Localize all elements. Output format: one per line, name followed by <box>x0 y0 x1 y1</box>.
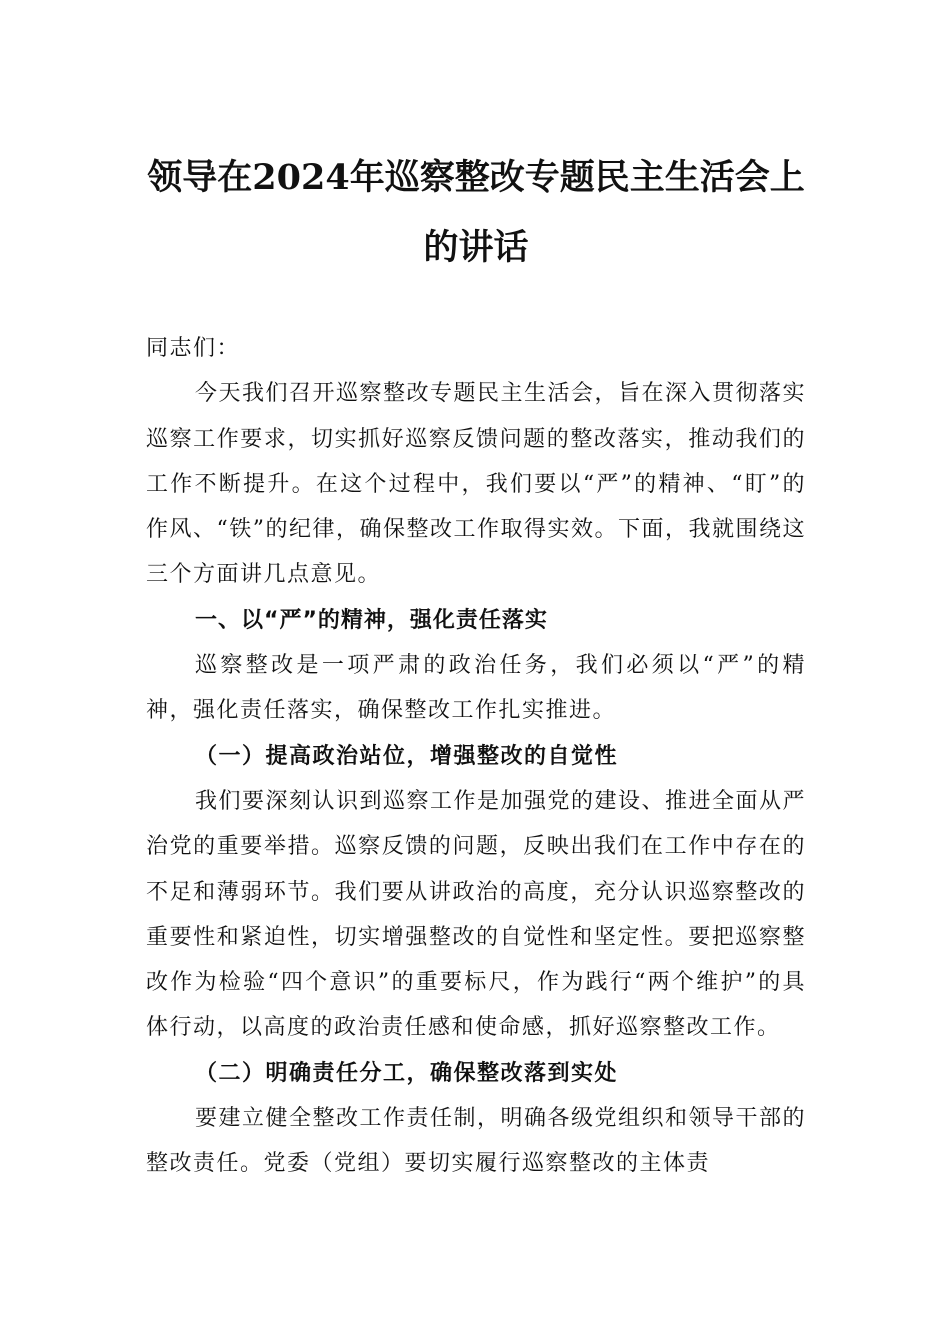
document-page <box>146 0 806 1187</box>
subsection-heading-1: （一）提高政治站位，增强整改的自觉性 <box>195 742 619 769</box>
subsection-1-paragraph: 我们要深刻认识到巡察工作是加强党的建设、推进全面从严治党的重要举措。巡察反馈的问题，反映出我们在工作中存在的不足和薄弱环节。我们要从讲政治的高度，充分认识巡察整改的重要性和紧迫性，切实增强整改的自觉性和坚定性。要把巡察整改作为检验“四个意识”的重要标尺，作为践行“两个维护”的具体行动，以高度的政治责任感和使命感，抓好巡察整改工作。 <box>146 788 807 1041</box>
document-body <box>146 326 806 1187</box>
title-line-2: 的讲话 <box>423 227 529 268</box>
intro-paragraph: 今天我们召开巡察整改专题民主生活会，旨在深入贯彻落实巡察工作要求，切实抓好巡察反馈问题的整改落实，推动我们的工作不断提升。在这个过程中，我们要以“严”的精神、“盯”的作风、“铁”的纪律，确保整改工作取得实效。下面，我就围绕这三个方面讲几点意见。 <box>146 381 807 588</box>
section-heading-1: 一、以“严”的精神，强化责任落实 <box>195 607 548 633</box>
subsection-2-paragraph: 要建立健全整改工作责任制，明确各级党组织和领导干部的整改责任。党委（党组）要切实履行巡察整改的主体责 <box>146 1106 807 1177</box>
greeting: 同志们： <box>146 336 241 361</box>
subsection-heading-2: （二）明确责任分工，确保整改落到实处 <box>195 1059 619 1086</box>
section-1-paragraph: 巡察整改是一项严肃的政治任务，我们必须以“严”的精神，强化责任落实，确保整改工作扎实推进。 <box>146 653 806 724</box>
document-title <box>136 0 816 283</box>
title-line-1: 领导在2024年巡察整改专题民主生活会上 <box>147 157 805 198</box>
